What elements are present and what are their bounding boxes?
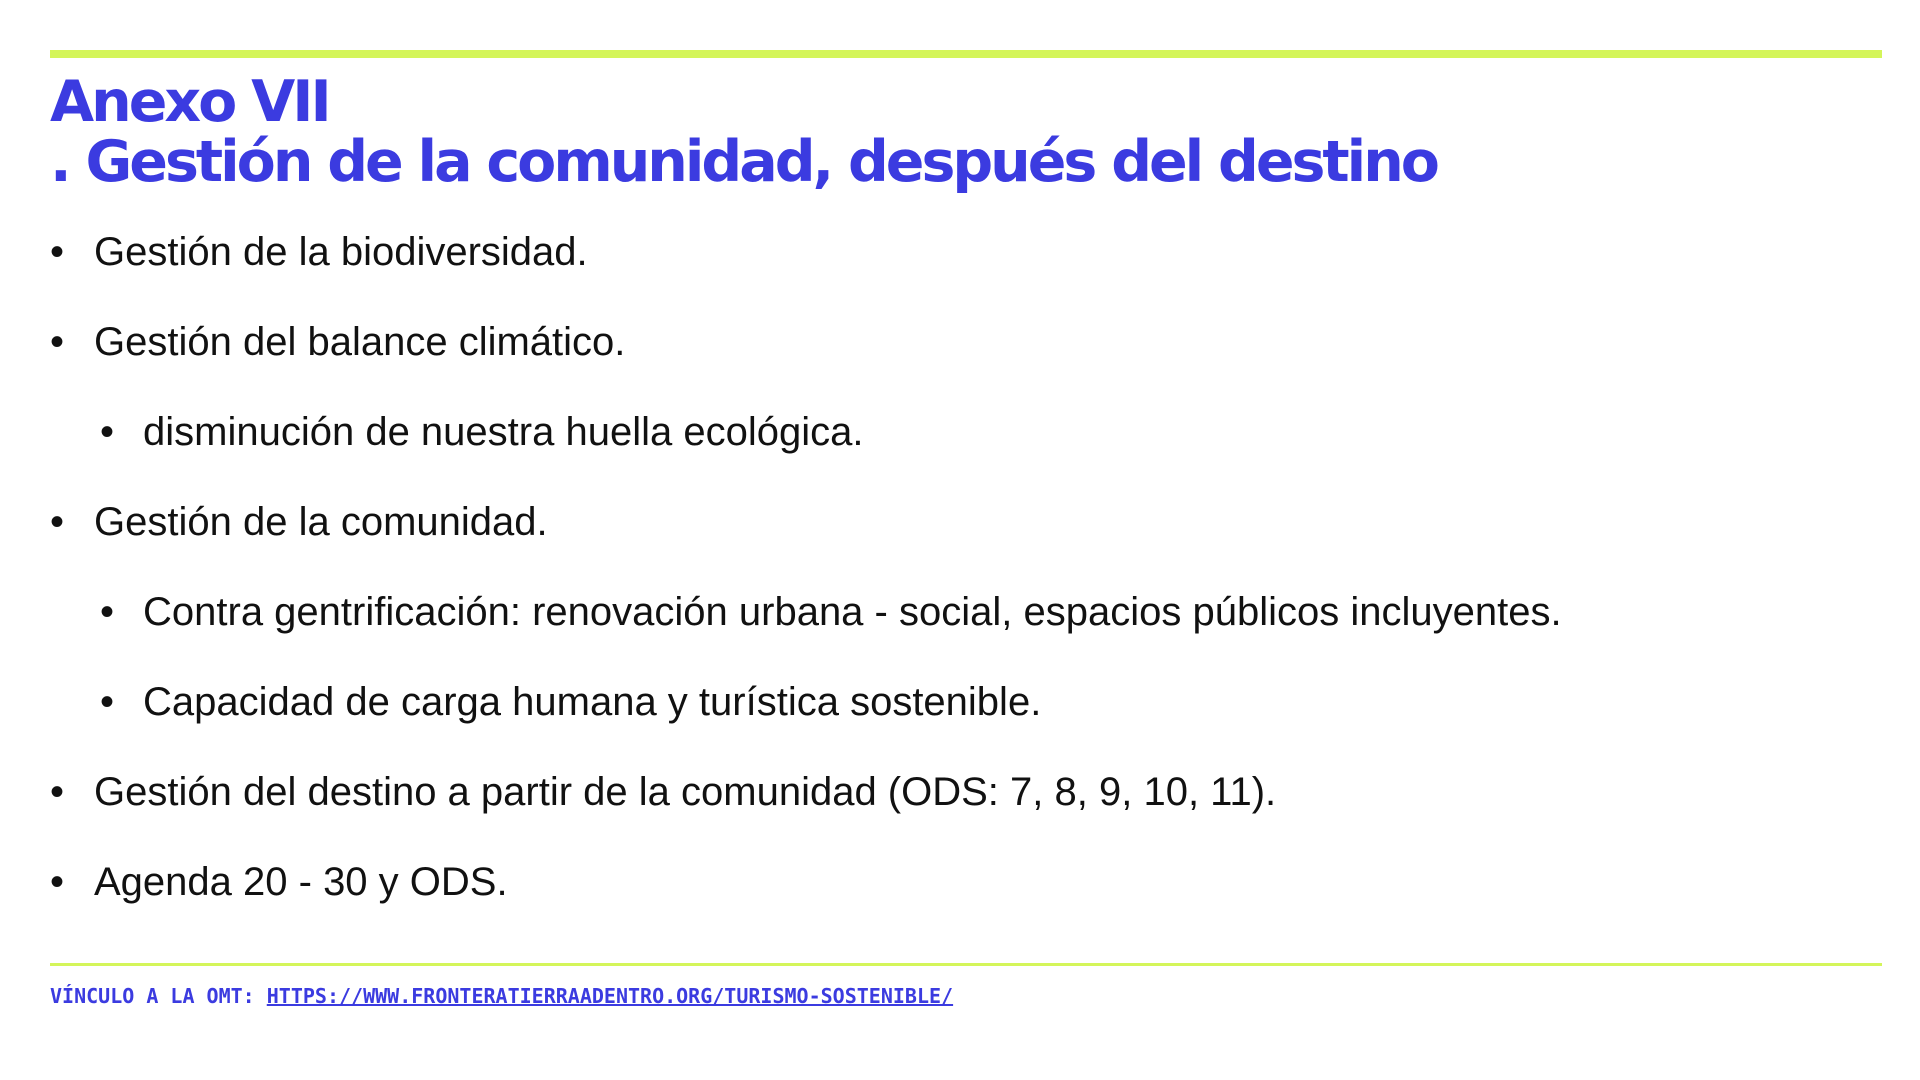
bullet-icon: • (50, 230, 65, 274)
list-item-text: Gestión de la biodiversidad. (94, 230, 588, 274)
bullet-icon: • (100, 590, 115, 634)
slide-title (50, 69, 1437, 195)
footer-label: VÍNCULO A LA OMT: (50, 984, 267, 1008)
sub-list-item (50, 582, 1870, 672)
sub-list-item (50, 402, 1870, 492)
bottom-divider (50, 963, 1882, 966)
list-item (50, 762, 1870, 852)
title-line-2: . Gestión de la comunidad, después del destino (50, 129, 1437, 195)
list-item-text: Contra gentrificación: renovación urbana - social, espacios públicos incluyentes. (143, 590, 1562, 634)
title-line-1: Anexo VII (50, 69, 329, 135)
sub-list-item (50, 672, 1870, 762)
top-divider (50, 50, 1882, 58)
list-item-text: Capacidad de carga humana y turística sostenible. (143, 680, 1042, 724)
bullet-icon: • (100, 410, 115, 454)
list-item-text: disminución de nuestra huella ecológica. (143, 410, 864, 454)
bullet-icon: • (50, 320, 65, 364)
list-item-text: Gestión de la comunidad. (94, 500, 548, 544)
list-item-text: Gestión del destino a partir de la comunidad (ODS: 7, 8, 9, 10, 11). (94, 770, 1277, 814)
list-item (50, 492, 1870, 582)
list-item-text: Gestión del balance climático. (94, 320, 626, 364)
list-item (50, 312, 1870, 402)
bullet-icon: • (50, 500, 65, 544)
bullet-icon: • (100, 680, 115, 724)
list-item-text: Agenda 20 - 30 y ODS. (94, 860, 508, 904)
bullet-icon: • (50, 770, 65, 814)
bullet-list (50, 222, 1870, 942)
list-item (50, 222, 1870, 312)
omt-link[interactable]: HTTPS://WWW.FRONTERATIERRAADENTRO.ORG/TURISMO-SOSTENIBLE/ (266, 984, 954, 1008)
bullet-icon: • (50, 860, 65, 904)
list-item (50, 852, 1870, 942)
footer (50, 982, 953, 1010)
